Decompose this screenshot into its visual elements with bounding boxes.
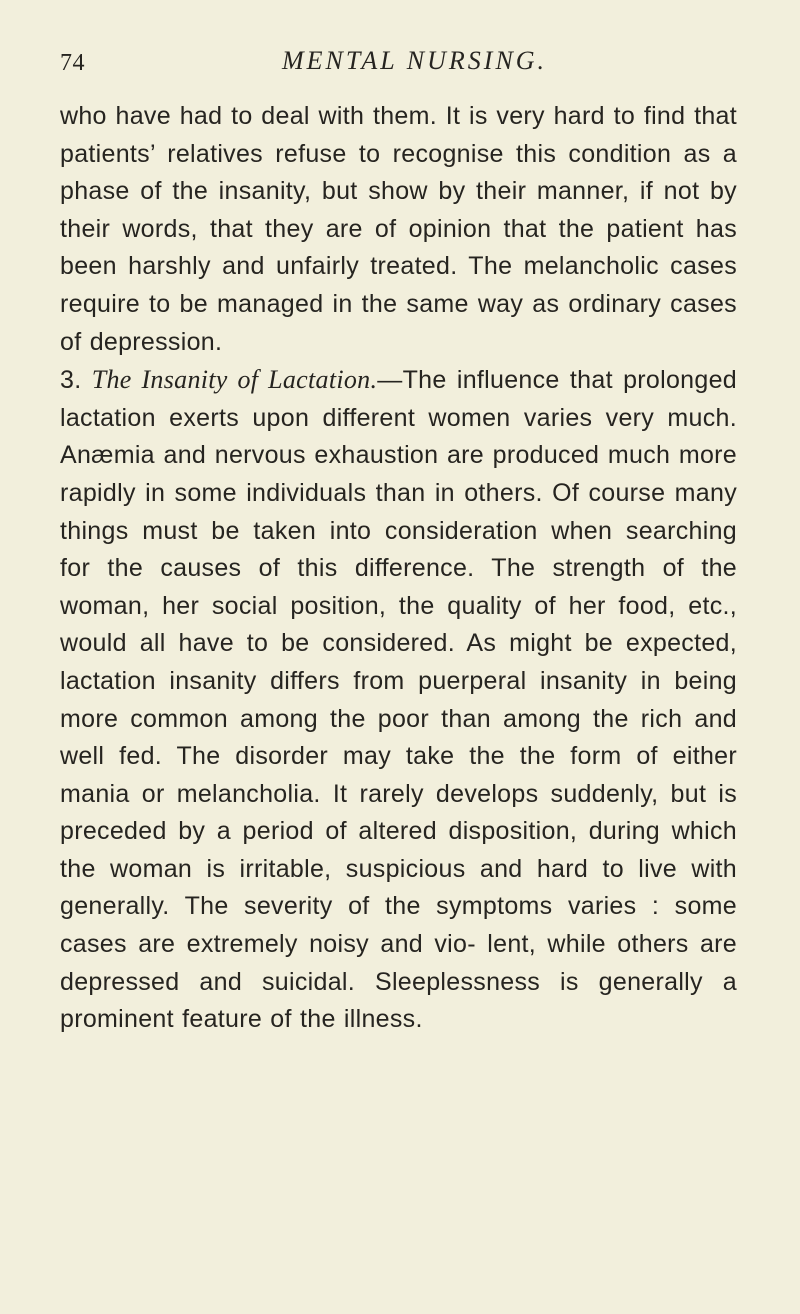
section-number: 3. (60, 366, 82, 395)
page-number: 74 (60, 50, 85, 76)
section-title: The Insanity of Lactation. (91, 365, 378, 395)
body-text (60, 98, 737, 1039)
em-dash: — (377, 366, 403, 395)
running-head: MENTAL NURSING. (282, 46, 548, 75)
paragraph-continuation: who have had to deal with them. It is very hard to find that patients’ relatives refuse to recognise this condition as a phase of the insanity, but show by their manner, if not by their words, that they are of opinion that the patient has been harshly and unfairly treated. The melancholic cases require to be managed in the same way as ordinary cases of depression. (60, 102, 737, 356)
section-text: The influence that prolonged lactation exerts upon different women varies very much. Anæmia and nervous exhaustion are produced much more rapidly in some individuals than in others. Of course many things must be taken into consideration when searching for the causes of this difference. The strength of the woman, her social position, the quality of her food, etc., would all have to be considered. As might be expected, lactation insanity differs from puerperal insanity in being more common among the poor than among the rich and well fed. The disorder may take the the form of either mania or melancholia. It rarely develops suddenly, but is preceded by a period of altered disposition, during which the woman is irritable, suspicious and hard to live with generally. The severity of the symptoms varies : some cases are extremely noisy and vio- lent, while others are depressed and suicidal. Sleeplessness is generally a prominent feature of the illness. (60, 366, 737, 1034)
page-header (60, 44, 740, 84)
section-paragraph (60, 361, 737, 1039)
